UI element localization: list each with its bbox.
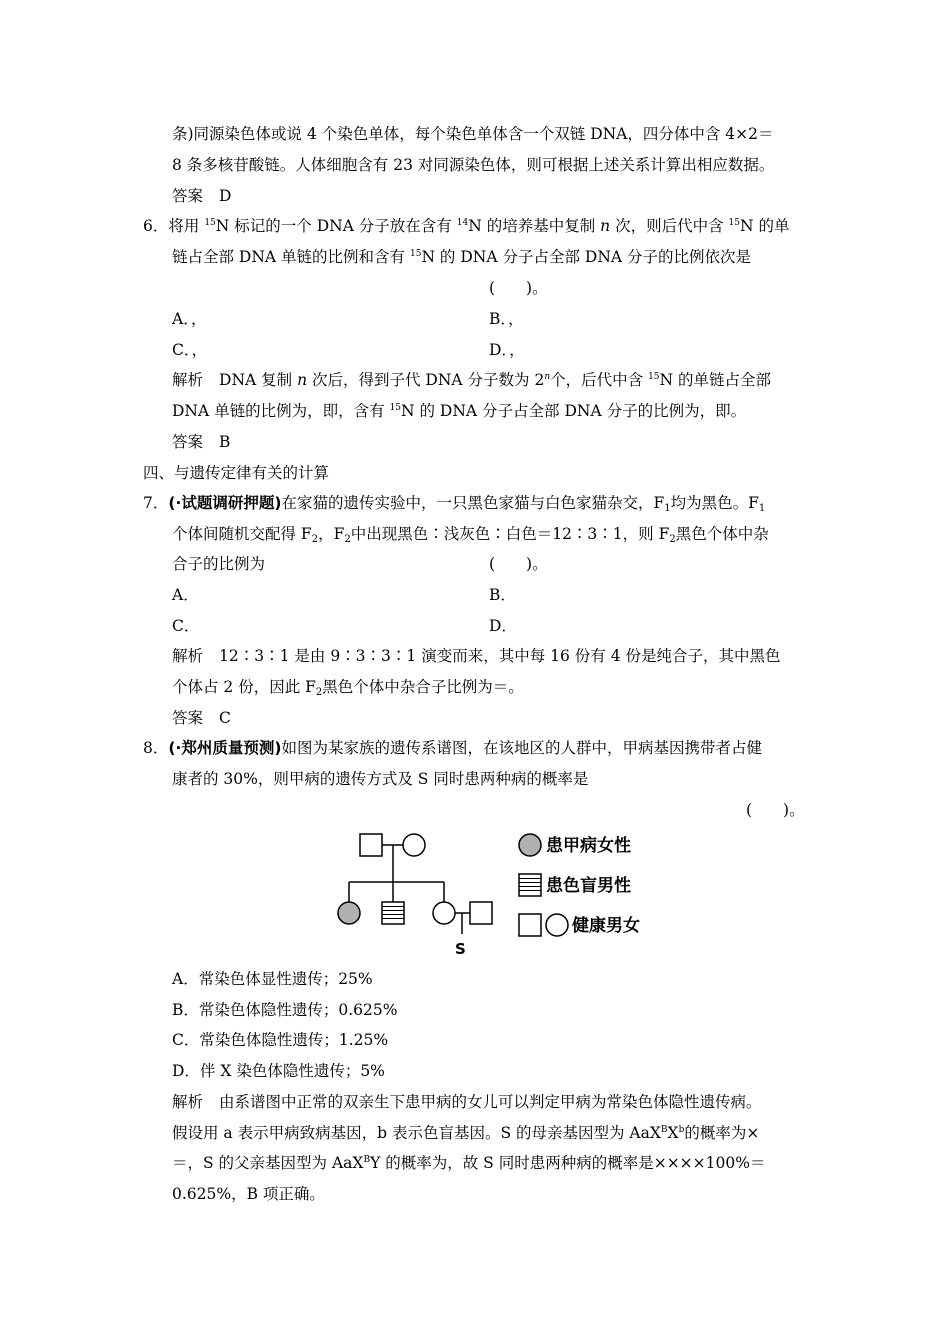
q7-option-b: B． bbox=[489, 586, 516, 604]
pedigree-chart bbox=[330, 822, 660, 962]
q6-analysis-line-1: 解析 DNA 复制 n 次后，得到子代 DNA 分子数为 2$^n$个，后代中含 $^{15}$N 的单链占全部 bbox=[172, 371, 772, 389]
q7-option-c: C． bbox=[172, 617, 200, 635]
q6-answer: 答案 B bbox=[172, 433, 231, 451]
legend-healthy-male-icon bbox=[519, 914, 541, 936]
q6-option-c: C．， bbox=[172, 341, 208, 359]
father-of-s-male bbox=[470, 902, 492, 924]
legend-colorblind-male-icon bbox=[519, 874, 541, 896]
q6-option-b: B．， bbox=[489, 310, 524, 328]
q8-option-c: C．常染色体隐性遗传；1.25% bbox=[172, 1031, 389, 1049]
q7-analysis-line-1: 解析 12∶3∶1 是由 9∶3∶3∶1 演变而来，其中每 16 份有 4 份是纯合子，其中黑色 bbox=[172, 647, 781, 665]
s-label: S bbox=[455, 940, 466, 958]
legend-affected-female-label: 患甲病女性 bbox=[546, 836, 631, 856]
q8-analysis-line-2: 假设用 a 表示甲病致病基因，b 表示色盲基因。S 的母亲基因型为 $AaX^BX^b$的概率为× bbox=[172, 1124, 760, 1142]
legend-colorblind-male-label: 患色盲男性 bbox=[546, 876, 631, 896]
q6-option-d: D．， bbox=[489, 341, 525, 359]
q7-option-d: D． bbox=[489, 617, 517, 635]
legend-healthy-female-icon bbox=[546, 914, 568, 936]
q6-answer-blank: ( )。 bbox=[489, 279, 548, 297]
q8-stem-line-2: 康者的 30%，则甲病的遗传方式及 S 同时患两种病的概率是 bbox=[172, 770, 589, 788]
q8-analysis-line-4: 0.625%，B 项正确。 bbox=[172, 1185, 325, 1203]
q6-stem-line-2: 链占全部 DNA 单链的比例和含有 $^{15}$N 的 DNA 分子占全部 DNA 分子的比例依次是 bbox=[172, 248, 752, 266]
q7-analysis-line-2: 个体占 2 份，因此 $F_2$黑色个体中杂合子比例为＝。 bbox=[172, 678, 524, 698]
legend-affected-female-icon bbox=[519, 834, 541, 856]
q5-text-line-1: 条)同源染色体或说 4 个染色单体，每个染色单体含一个双链 DNA，四分体中含 4×2＝ bbox=[172, 125, 774, 143]
q7-answer-blank: ( )。 bbox=[489, 555, 548, 573]
q8-analysis-line-3: ＝，S 的父亲基因型为 AaX$^B$Y 的概率为，故 S 同时患两种病的概率是××××100%＝ bbox=[172, 1154, 766, 1172]
q7-option-a: A． bbox=[172, 586, 199, 604]
q7-answer: 答案 C bbox=[172, 709, 231, 727]
mother-healthy-female bbox=[403, 834, 425, 856]
q6-analysis-line-2: DNA 单链的比例为，即，含有 $^{15}$N 的 DNA 分子占全部 DNA 分子的比例为，即。 bbox=[172, 402, 747, 420]
q5-text-line-2: 8 条多核苷酸链。人体细胞含有 23 对同源染色体，则可根据上述关系计算出相应数据。 bbox=[172, 156, 775, 174]
q5-answer: 答案 D bbox=[172, 187, 232, 205]
daughter-affected-female bbox=[338, 902, 360, 924]
q8-answer-blank: ( )。 bbox=[746, 801, 805, 819]
q8-option-a: A．常染色体显性遗传；25% bbox=[172, 970, 373, 988]
q7-stem-line-3: 合子的比例为 bbox=[172, 555, 266, 573]
q8-analysis-line-1: 解析 由系谱图中正常的双亲生下患甲病的女儿可以判定甲病为常染色体隐性遗传病。 bbox=[172, 1093, 762, 1111]
legend-healthy-label: 健康男女 bbox=[572, 916, 640, 936]
father-healthy-male bbox=[360, 834, 382, 856]
q8-stem-line-1: 8．(·郑州质量预测)如图为某家族的遗传系谱图，在该地区的人群中，甲病基因携带者占健 bbox=[143, 739, 762, 757]
q7-stem-line-1: 7．(·试题调研押题)在家猫的遗传实验中，一只黑色家猫与白色家猫杂交，$F_1$均为黑色。$F_1$ bbox=[143, 494, 766, 514]
q6-option-a: A．， bbox=[172, 310, 207, 328]
son-colorblind-male bbox=[382, 902, 404, 924]
q8-option-b: B．常染色体隐性遗传；0.625% bbox=[172, 1001, 398, 1019]
q6-stem-line-1: 6．将用 $^{15}$N 标记的一个 DNA 分子放在含有 $^{14}$N 的培养基中复制 n 次，则后代中含 $^{15}$N 的单 bbox=[143, 217, 790, 235]
section-heading: 四、与遗传定律有关的计算 bbox=[143, 464, 330, 482]
q8-option-d: D．伴 X 染色体隐性遗传；5% bbox=[172, 1062, 385, 1080]
q7-stem-line-2: 个体间随机交配得 $F_2$，$F_2$中出现黑色∶浅灰色∶白色＝12∶3∶1，则 $F_2$黑色个体中杂 bbox=[172, 525, 769, 545]
mother-of-s-female bbox=[433, 902, 455, 924]
